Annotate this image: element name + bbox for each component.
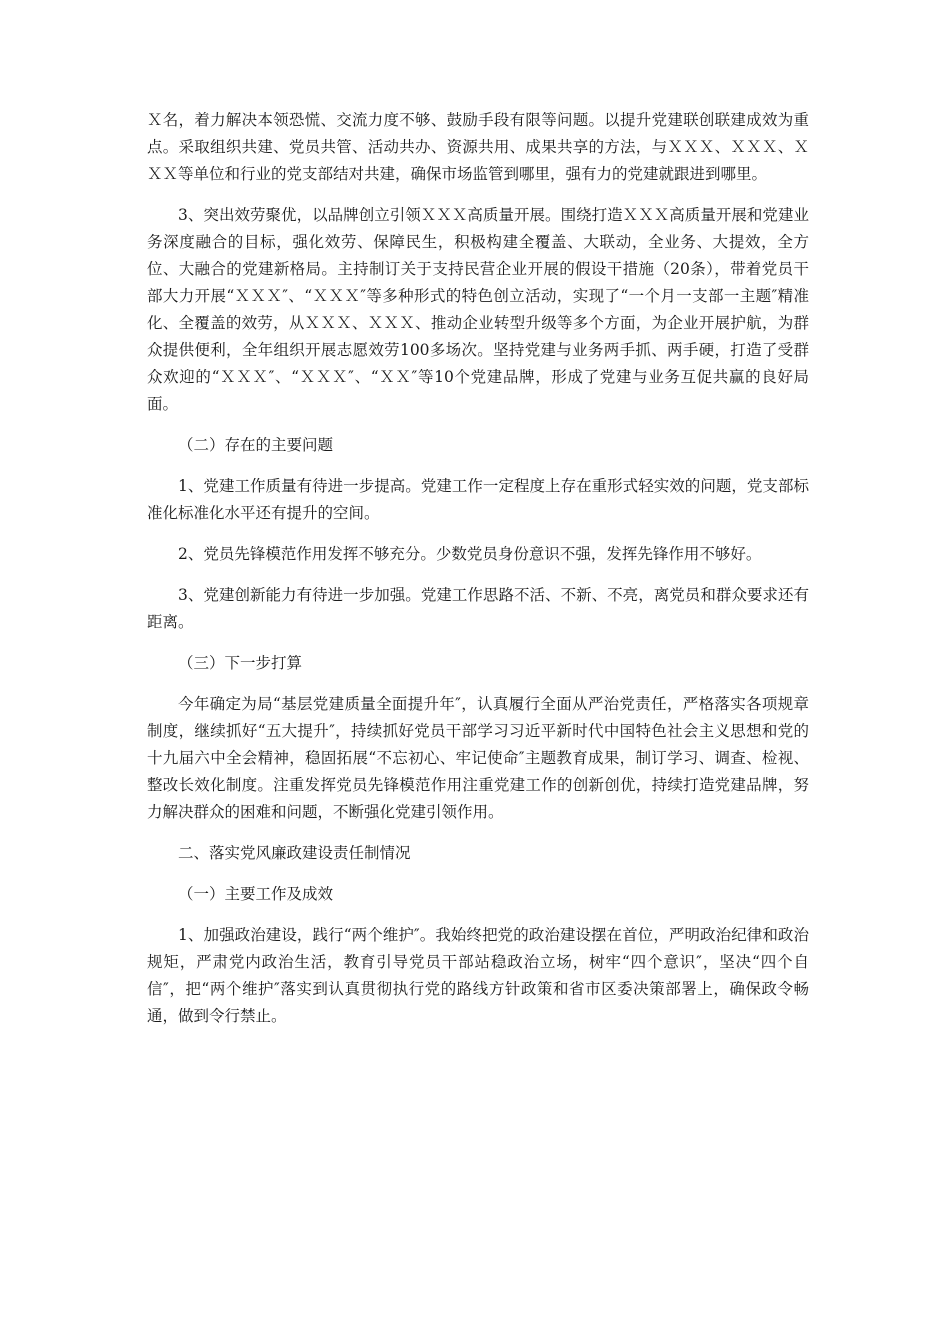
paragraph-problem-2: 2、党员先锋模范作用发挥不够充分。少数党员身份意识不强，发挥先锋作用不够好。 [178,545,762,563]
section-heading-problems: （二）存在的主要问题 [178,436,334,454]
paragraph-continuation: Ｘ名，着力解决本领恐慌、交流力度不够、鼓励手段有限等问题。以提升党建联创联建成效为重点。采取组织共建、党员共管、活动共办、资源共用、成果共享的方法，与ＸＸＸ、ＸＸＸ、ＸＸＸ等单位和行业的党支部结对共建，确保市场监管到哪里，强有力的党建就跟进到哪里。 [147,111,809,183]
section-heading-next-steps: （三）下一步打算 [178,654,303,672]
paragraph-political-building: 1、加强政治建设，践行“两个维护″。我始终把党的政治建设摆在首位，严明政治纪律和政治规矩，严肃党内政治生活，教育引导党员干部站稳政治立场，树牢“四个意识″，坚决“四个自信″，把“两个维护″落实到认真贯彻执行党的路线方针政策和省市区委决策部署上，确保政令畅通，做到令行禁止。 [147,926,809,1025]
paragraph-item-3-brand: 3、突出效劳聚优，以品牌创立引领ＸＸＸ高质量开展。围绕打造ＸＸＸ高质量开展和党建业务深度融合的目标，强化效劳、保障民生，积极构建全覆盖、大联动，全业务、大提效，全方位、大融合的党建新格局。主持制订关于支持民营企业开展的假设干措施（20条），带着党员干部大力开展“ＸＸＸ″、“ＸＸＸ″等多种形式的特色创立活动，实现了“一个月一支部一主题″精准化、全覆盖的效劳，从ＸＸＸ、ＸＸＸ、推动企业转型升级等多个方面，为企业开展护航，为群众提供便利，全年组织开展志愿效劳100多场次。坚持党建与业务两手抓、两手硬，打造了受群众欢迎的“ＸＸＸ″、“ＸＸＸ″、“ＸＸ″等10个党建品牌，形成了党建与业务互促共赢的良好局面。 [147,206,809,413]
paragraph-next-steps: 今年确定为局“基层党建质量全面提升年″，认真履行全面从严治党责任，严格落实各项规章制度，继续抓好“五大提升″，持续抓好党员干部学习习近平新时代中国特色社会主义思想和党的十九届六中全会精神，稳固拓展“不忘初心、牢记使命″主题教育成果，制订学习、调查、检视、整改长效化制度。注重发挥党员先锋模范作用注重党建工作的创新创优，持续打造党建品牌，努力解决群众的困难和问题，不断强化党建引领作用。 [147,695,809,821]
section-heading-integrity: 二、落实党风廉政建设责任制情况 [178,844,411,862]
paragraph-problem-1: 1、党建工作质量有待进一步提高。党建工作一定程度上存在重形式轻实效的问题，党支部标准化标准化水平还有提升的空间。 [147,477,809,522]
document-page [147,107,809,1044]
section-heading-main-work: （一）主要工作及成效 [178,885,334,903]
paragraph-problem-3: 3、党建创新能力有待进一步加强。党建工作思路不活、不新、不亮，离党员和群众要求还有距离。 [147,586,809,631]
